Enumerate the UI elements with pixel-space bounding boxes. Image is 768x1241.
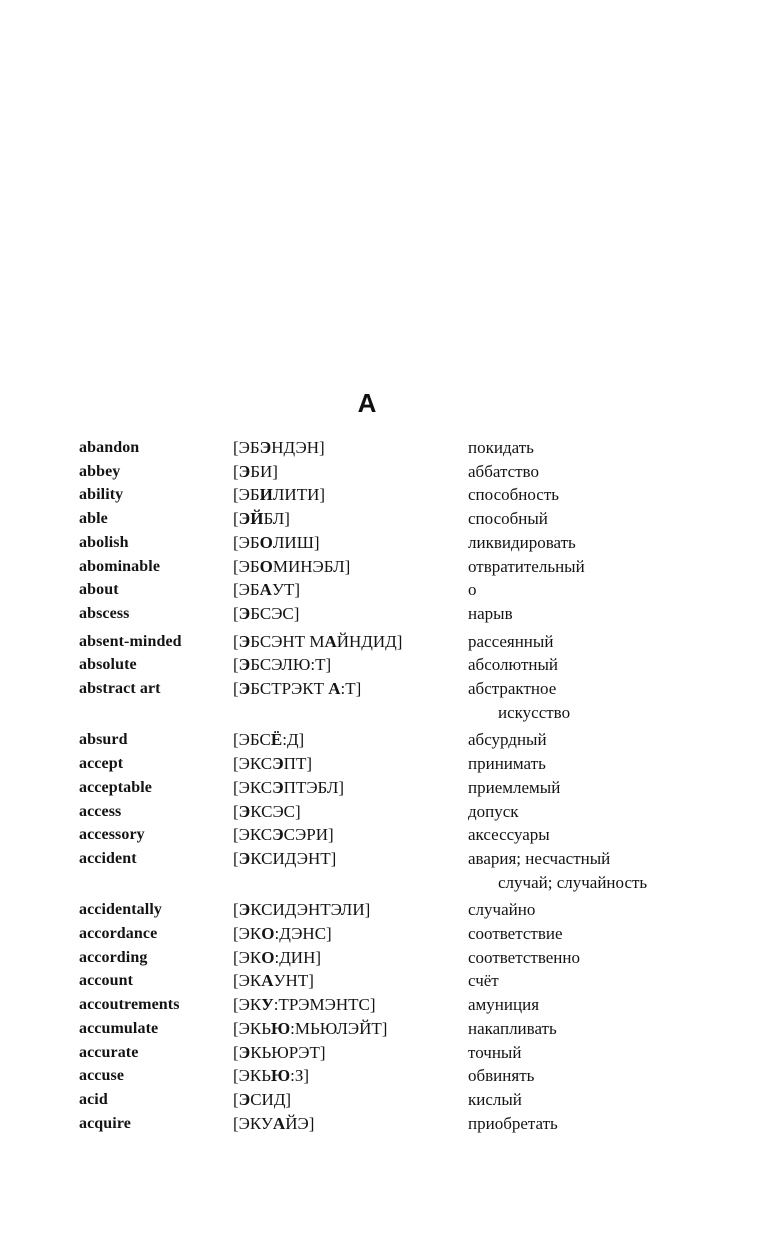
entry-word: abbey — [79, 462, 121, 480]
entry-translation-line: кислый — [468, 1089, 522, 1109]
entry-transcription: [ЭБСЭНТ МАЙНДИД] — [233, 631, 403, 651]
dictionary-entry — [79, 555, 719, 579]
entry-translation — [468, 1088, 719, 1112]
entry-word: accoutrements — [79, 996, 180, 1014]
entry-word: acquire — [79, 1114, 131, 1132]
entry-translation — [468, 602, 719, 626]
entry-word: accessory — [79, 826, 145, 844]
dictionary-entries — [79, 436, 719, 1135]
entry-translation-line: соответствие — [468, 924, 563, 944]
entry-translation-line: абсолютный — [468, 655, 559, 675]
entry-translation-line: приобретать — [468, 1113, 558, 1133]
entry-transcription: [ЭБСЭС] — [233, 603, 300, 623]
entry-transcription: [ЭБОМИНЭБЛ] — [233, 556, 351, 576]
entry-transcription: [ЭКЬЮ:МЬЮЛЭЙТ] — [233, 1018, 388, 1038]
entry-translation — [468, 946, 719, 970]
entry-transcription: [ЭКУАЙЭ] — [233, 1113, 315, 1133]
dictionary-entry — [79, 1064, 719, 1088]
entry-transcription: [ЭКО:ДИН] — [233, 947, 322, 967]
entry-translation — [468, 460, 719, 484]
entry-translation — [468, 531, 719, 555]
dictionary-entry — [79, 1112, 719, 1136]
entry-transcription: [ЭЙБЛ] — [233, 509, 290, 529]
entry-translation-line: принимать — [468, 754, 546, 774]
entry-transcription: [ЭКСЭПТЭБЛ] — [233, 777, 345, 797]
entry-translation-line: случай; случайность — [498, 872, 648, 892]
entry-translation-line: рассеянный — [468, 631, 554, 651]
dictionary-entry — [79, 1017, 719, 1041]
entry-translation — [468, 898, 719, 922]
entry-word: accumulate — [79, 1019, 159, 1037]
entry-translation-line: способность — [468, 485, 560, 505]
entry-translation-line: искусство — [498, 702, 571, 722]
entry-translation — [468, 677, 719, 724]
entry-transcription: [ЭКО:ДЭНС] — [233, 924, 332, 944]
entry-word: access — [79, 802, 122, 820]
entry-word: abandon — [79, 439, 140, 456]
entry-translation — [468, 922, 719, 946]
dictionary-entry — [79, 483, 719, 507]
entry-word: acceptable — [79, 778, 152, 796]
dictionary-entry — [79, 630, 719, 654]
entry-transcription: [ЭКСИДЭНТЭЛИ] — [233, 900, 371, 920]
dictionary-entry — [79, 752, 719, 776]
entry-translation-line: накапливать — [468, 1018, 557, 1038]
entry-translation — [468, 1041, 719, 1065]
dictionary-entry — [79, 946, 719, 970]
entry-translation-line: нарыв — [468, 603, 513, 623]
dictionary-entry — [79, 823, 719, 847]
entry-translation-line: абсурдный — [468, 730, 547, 750]
entry-translation-line: аббатство — [468, 461, 539, 481]
dictionary-entry — [79, 578, 719, 602]
dictionary-entry — [79, 507, 719, 531]
entry-transcription: [ЭКЬЮ:З] — [233, 1066, 310, 1086]
entry-word: accordance — [79, 925, 158, 943]
dictionary-entry — [79, 531, 719, 555]
entry-translation — [468, 800, 719, 824]
entry-word: absolute — [79, 656, 137, 674]
entry-word: acid — [79, 1090, 108, 1108]
entry-translation — [468, 1064, 719, 1088]
entry-word: accept — [79, 755, 124, 773]
entry-transcription: [ЭБИ] — [233, 461, 278, 481]
dictionary-entry — [79, 847, 719, 894]
entry-transcription: [ЭБАУТ] — [233, 580, 301, 600]
entry-word: able — [79, 510, 108, 528]
section-letter-heading: A — [357, 388, 377, 418]
entry-translation-line: амуниция — [468, 995, 540, 1015]
entry-word: accidentally — [79, 901, 162, 919]
entry-transcription: [ЭБОЛИШ] — [233, 532, 320, 552]
entry-word: accuse — [79, 1067, 125, 1085]
entry-translation-line: случайно — [468, 900, 536, 920]
entry-translation-line: отвратительный — [468, 556, 585, 576]
dictionary-entry — [79, 1041, 719, 1065]
entry-transcription: [ЭКСЭСЭРИ] — [233, 825, 334, 845]
dictionary-entry — [79, 993, 719, 1017]
entry-translation — [468, 1017, 719, 1041]
entry-transcription: [ЭБСТРЭКТ А:Т] — [233, 679, 362, 699]
entry-word: accident — [79, 849, 137, 867]
entry-translation — [468, 653, 719, 677]
entry-word: abstract art — [79, 680, 161, 698]
entry-translation-line: допуск — [468, 801, 519, 821]
entry-transcription: [ЭКАУНТ] — [233, 971, 314, 991]
entry-translation — [468, 1112, 719, 1136]
entry-transcription: [ЭКСЭПТ] — [233, 754, 312, 774]
entry-word: abolish — [79, 533, 129, 551]
entry-translation — [468, 776, 719, 800]
entry-translation-line: счёт — [468, 971, 499, 991]
dictionary-entry — [79, 922, 719, 946]
entry-translation-line: точный — [468, 1042, 522, 1062]
entry-word: ability — [79, 486, 124, 504]
entry-translation — [468, 823, 719, 847]
dictionary-entry — [79, 776, 719, 800]
entry-translation-line: о — [468, 580, 477, 600]
entry-transcription: [ЭБСЭЛЮ:Т] — [233, 655, 332, 675]
entry-transcription: [ЭСИД] — [233, 1089, 292, 1109]
entry-transcription: [ЭБЭНДЭН] — [233, 438, 325, 457]
entry-word: absent-minded — [79, 632, 182, 650]
entry-translation — [468, 969, 719, 993]
dictionary-entry — [79, 898, 719, 922]
entry-translation-line: аксессуары — [468, 825, 550, 845]
dictionary-entry — [79, 800, 719, 824]
dictionary-entry — [79, 1088, 719, 1112]
dictionary-entry — [79, 677, 719, 724]
entry-word: about — [79, 581, 119, 599]
entry-word: accurate — [79, 1043, 139, 1061]
entry-translation — [468, 483, 719, 507]
dictionary-entry — [79, 728, 719, 752]
entry-translation — [468, 993, 719, 1017]
entry-translation-line: способный — [468, 509, 548, 529]
entry-translation — [468, 630, 719, 654]
entry-translation-line: ликвидировать — [468, 532, 576, 552]
entry-translation-line: обвинять — [468, 1066, 535, 1086]
dictionary-entry — [79, 602, 719, 626]
dictionary-entry — [79, 969, 719, 993]
entry-transcription: [ЭКСИДЭНТ] — [233, 848, 337, 868]
entry-translation — [468, 752, 719, 776]
entry-word: abscess — [79, 604, 130, 622]
entry-transcription: [ЭБСЁ:Д] — [233, 730, 305, 750]
dictionary-entry — [79, 653, 719, 677]
entry-word: absurd — [79, 731, 128, 749]
entry-translation — [468, 555, 719, 579]
entry-transcription: [ЭКСЭС] — [233, 801, 301, 821]
entry-translation-line: абстрактное — [468, 679, 557, 699]
entry-translation-line: авария; несчастный — [468, 848, 611, 868]
entry-word: abominable — [79, 557, 161, 575]
entry-translation-line: соответственно — [468, 947, 581, 967]
entry-translation — [468, 728, 719, 752]
dictionary-entry — [79, 436, 719, 460]
entry-word: according — [79, 948, 148, 966]
entry-transcription: [ЭКУ:ТРЭМЭНТС] — [233, 995, 376, 1015]
entry-translation-line: покидать — [468, 438, 534, 457]
entry-translation-line: приемлемый — [468, 777, 561, 797]
dictionary-entry — [79, 460, 719, 484]
entry-translation — [468, 436, 719, 460]
entry-translation — [468, 847, 719, 894]
entry-word: account — [79, 972, 134, 990]
entry-translation — [468, 578, 719, 602]
entry-translation — [468, 507, 719, 531]
entry-transcription: [ЭБИЛИТИ] — [233, 485, 326, 505]
entry-transcription: [ЭКЬЮРЭТ] — [233, 1042, 326, 1062]
